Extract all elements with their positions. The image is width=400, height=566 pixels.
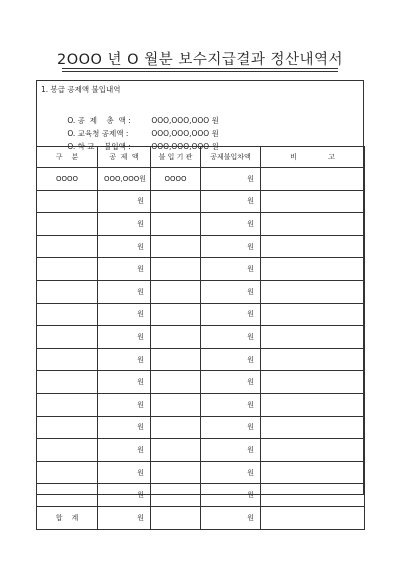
cell-institution	[151, 439, 201, 462]
cell-difference: 원	[201, 168, 261, 191]
table-row	[37, 461, 365, 484]
cell-total-remarks	[261, 506, 365, 529]
cell-difference: 원	[201, 303, 261, 326]
cell-difference: 원	[201, 190, 261, 213]
cell-difference: 원	[201, 484, 261, 507]
cell-deduction: 원	[98, 416, 151, 439]
cell-deduction: 원	[98, 258, 151, 281]
cell-category	[37, 213, 98, 236]
table-total-row	[37, 506, 365, 529]
cell-deduction: 원	[98, 280, 151, 303]
cell-institution	[151, 190, 201, 213]
settlement-table	[36, 146, 365, 530]
cell-category	[37, 258, 98, 281]
cell-total-institution	[151, 506, 201, 529]
table-row	[37, 326, 365, 349]
cell-remarks	[261, 258, 365, 281]
cell-deduction: 원	[98, 484, 151, 507]
cell-institution	[151, 348, 201, 371]
table-row	[37, 371, 365, 394]
cell-remarks	[261, 393, 365, 416]
cell-category	[37, 393, 98, 416]
cell-deduction: 원	[98, 235, 151, 258]
cell-category	[37, 416, 98, 439]
settlement-form	[36, 80, 364, 522]
header-institution: 불 입 기 관	[151, 147, 201, 168]
header-difference: 공제불입차액	[201, 147, 261, 168]
cell-remarks	[261, 168, 365, 191]
cell-institution	[151, 258, 201, 281]
cell-remarks	[261, 235, 365, 258]
cell-total-label: 합 계	[37, 506, 98, 529]
cell-total-difference: 원	[201, 506, 261, 529]
cell-difference: 원	[201, 213, 261, 236]
cell-deduction: 원	[98, 326, 151, 349]
header-category: 구 분	[37, 147, 98, 168]
cell-difference: 원	[201, 439, 261, 462]
cell-institution	[151, 326, 201, 349]
header-deduction: 공 제 액	[98, 147, 151, 168]
info-label: O. 공 제 총 액 :	[67, 116, 131, 125]
cell-remarks	[261, 439, 365, 462]
cell-deduction: 원	[98, 393, 151, 416]
cell-institution	[151, 371, 201, 394]
info-amount: OOO,OOO,OOO 원	[151, 129, 219, 138]
cell-institution	[151, 484, 201, 507]
table-row	[37, 168, 365, 191]
title-underline-top	[62, 68, 338, 69]
header-remarks: 비 고	[261, 147, 365, 168]
cell-difference: 원	[201, 348, 261, 371]
cell-deduction: OOO,OOO원	[98, 168, 151, 191]
document-title: 2OOO 년 O 월분 보수지급결과 정산내역서	[56, 52, 344, 68]
cell-category	[37, 439, 98, 462]
cell-institution	[151, 235, 201, 258]
cell-remarks	[261, 303, 365, 326]
cell-institution	[151, 213, 201, 236]
cell-remarks	[261, 190, 365, 213]
cell-deduction: 원	[98, 303, 151, 326]
cell-category	[37, 235, 98, 258]
cell-category	[37, 280, 98, 303]
cell-difference: 원	[201, 235, 261, 258]
cell-institution	[151, 416, 201, 439]
cell-institution	[151, 303, 201, 326]
table-row	[37, 190, 365, 213]
table-row	[37, 416, 365, 439]
table-row	[37, 303, 365, 326]
cell-total-deduction: 원	[98, 506, 151, 529]
cell-deduction: 원	[98, 348, 151, 371]
table-row	[37, 484, 365, 507]
cell-deduction: 원	[98, 213, 151, 236]
table-row	[37, 235, 365, 258]
cell-remarks	[261, 484, 365, 507]
cell-deduction: 원	[98, 439, 151, 462]
section-heading: 1. 봉급 공제액 불입내역	[41, 85, 121, 94]
cell-institution	[151, 393, 201, 416]
cell-remarks	[261, 348, 365, 371]
cell-category	[37, 303, 98, 326]
table-row	[37, 258, 365, 281]
cell-deduction: 원	[98, 190, 151, 213]
cell-institution	[151, 461, 201, 484]
cell-remarks	[261, 371, 365, 394]
cell-institution: OOOO	[151, 168, 201, 191]
cell-remarks	[261, 213, 365, 236]
table-row	[37, 280, 365, 303]
table-row	[37, 393, 365, 416]
table-row	[37, 213, 365, 236]
cell-category	[37, 461, 98, 484]
cell-category	[37, 371, 98, 394]
table-row	[37, 439, 365, 462]
cell-category	[37, 190, 98, 213]
info-amount: OOO,OOO,OOO 원	[151, 116, 219, 125]
cell-category	[37, 348, 98, 371]
cell-difference: 원	[201, 393, 261, 416]
cell-institution	[151, 280, 201, 303]
cell-difference: 원	[201, 371, 261, 394]
cell-category	[37, 484, 98, 507]
cell-remarks	[261, 461, 365, 484]
info-amount: OOO,OOO,OOO 원	[151, 142, 219, 151]
info-label: O. 학 교 불입액 :	[67, 142, 131, 151]
cell-deduction: 원	[98, 371, 151, 394]
table-row	[37, 348, 365, 371]
cell-difference: 원	[201, 416, 261, 439]
cell-difference: 원	[201, 280, 261, 303]
cell-difference: 원	[201, 461, 261, 484]
cell-remarks	[261, 280, 365, 303]
cell-difference: 원	[201, 326, 261, 349]
table-header-row	[37, 147, 365, 168]
payment-info-section	[37, 81, 363, 151]
cell-deduction: 원	[98, 461, 151, 484]
cell-difference: 원	[201, 258, 261, 281]
cell-category	[37, 326, 98, 349]
cell-remarks	[261, 326, 365, 349]
cell-remarks	[261, 416, 365, 439]
cell-category: OOOO	[37, 168, 98, 191]
info-label: O. 교육청 공제액 :	[67, 129, 129, 138]
title-underline-bottom	[62, 71, 338, 72]
